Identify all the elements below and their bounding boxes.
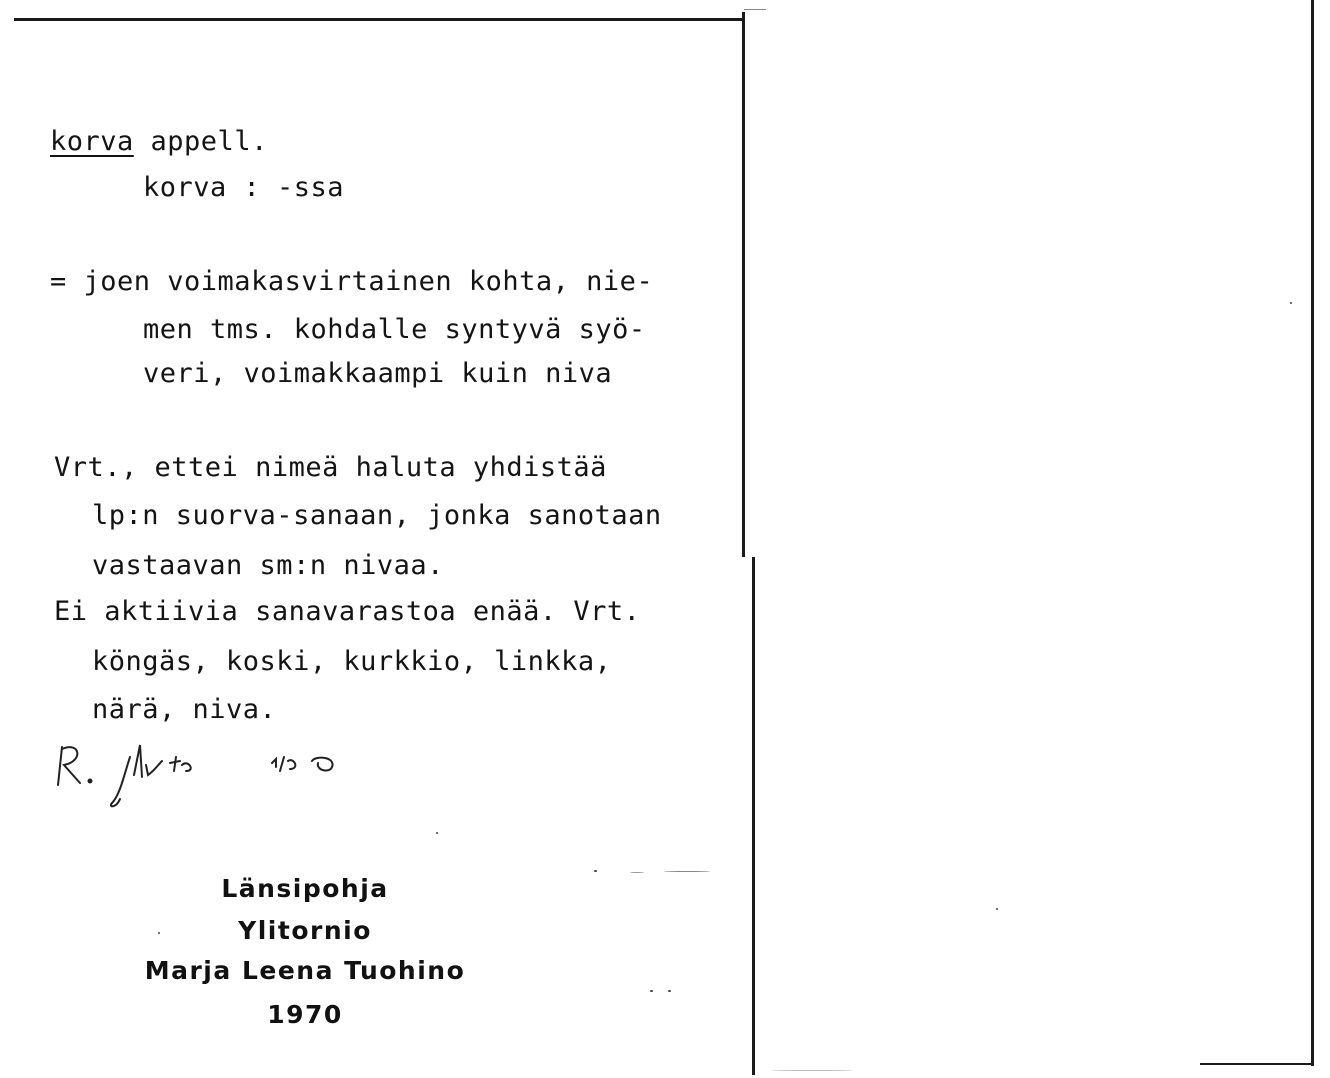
scan-speck <box>630 872 644 873</box>
headword-tag: appell. <box>133 126 268 157</box>
scan-speck <box>158 932 160 934</box>
inflection: korva : -ssa <box>143 172 345 203</box>
card-right-edge <box>1311 0 1314 1066</box>
handwritten-signature <box>50 735 350 815</box>
scan-speck <box>664 871 710 872</box>
headword-line <box>50 126 268 157</box>
stamp-region: Länsipohja <box>221 874 389 903</box>
note2-line-1: Ei aktiivia sanavarastoa enää. Vrt. <box>54 596 641 627</box>
scan-speck <box>668 990 671 992</box>
scan-speck <box>650 990 653 992</box>
scan-speck <box>772 1070 852 1071</box>
definition-line-2: men tms. kohdalle syntyvä syö- <box>143 314 646 345</box>
card-top-edge <box>14 18 744 21</box>
scan-speck <box>436 832 438 834</box>
card-divider-lower <box>752 557 755 1075</box>
card-top-edge-faint <box>744 9 766 10</box>
note1-line-1: Vrt., ettei nimeä haluta yhdistää <box>54 452 607 483</box>
note2-line-3: närä, niva. <box>92 694 277 725</box>
headword: korva <box>50 126 134 157</box>
definition-line-1: = joen voimakasvirtainen kohta, nie- <box>50 266 654 297</box>
definition-line-3: veri, voimakkaampi kuin niva <box>143 358 613 389</box>
note2-line-2: köngäs, koski, kurkkio, linkka, <box>92 646 612 677</box>
stamp-collector: Marja Leena Tuohino <box>144 956 466 985</box>
card-divider <box>742 12 745 557</box>
card-bottom-edge <box>1200 1063 1314 1065</box>
scan-speck <box>1290 302 1292 304</box>
stamp-parish: Ylitornio <box>238 916 372 945</box>
scan-speck <box>594 870 597 872</box>
stamp-year: 1970 <box>267 1000 343 1029</box>
note1-line-2: lp:n suorva-sanaan, jonka sanotaan <box>92 500 662 531</box>
scan-speck <box>996 908 998 910</box>
note1-line-3: vastaavan sm:n nivaa. <box>92 550 444 581</box>
